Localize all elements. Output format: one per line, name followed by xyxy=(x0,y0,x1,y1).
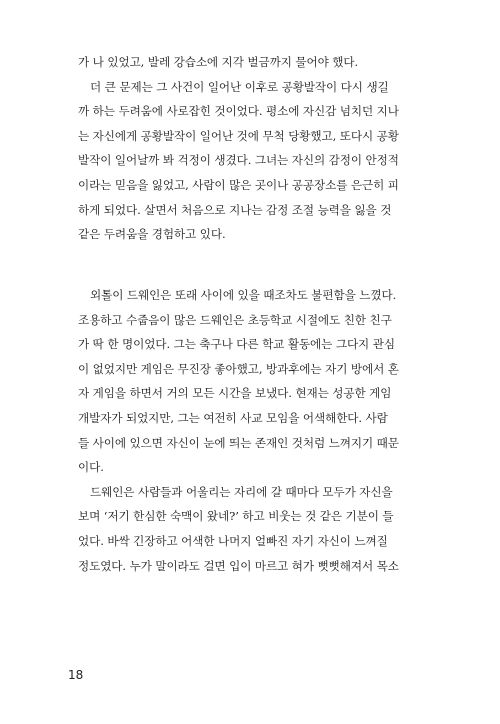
text-line: 개발자가 되었지만, 그는 여전히 사교 모임을 어색해한다. 사람 xyxy=(78,410,388,425)
text-line: 같은 두려움을 경험하고 있다. xyxy=(78,227,226,242)
text-line: 가 나 있었고, 발레 강습소에 지각 벌금까지 물어야 했다. xyxy=(78,55,359,69)
text-line: 었다. 바싹 긴장하고 어색한 나머지 얼빠진 자기 자신이 느껴질 xyxy=(78,533,388,548)
text-line: 이라는 믿음을 잃었고, 사람이 많은 곳이나 공공장소를 은근히 피 xyxy=(78,177,399,192)
text-line: 더 큰 문제는 그 사건이 일어난 이후로 공황발작이 다시 생길 xyxy=(90,79,389,94)
text-line: 가 딱 한 명이었다. 그는 축구나 다른 학교 활동에는 그다지 관심 xyxy=(78,337,395,352)
text-line: 보며 ‘저기 한심한 숙맥이 왔네?’ 하고 비웃는 것 같은 기분이 들 xyxy=(78,509,394,524)
text-line: 하게 되었다. 살면서 처음으로 지나는 감정 조절 능력을 잃을 것 xyxy=(78,202,392,217)
text-line: 조용하고 수줍음이 많은 드웨인은 초등학교 시절에도 친한 친구 xyxy=(78,312,392,327)
text-line: 발작이 일어날까 봐 걱정이 생겼다. 그녀는 자신의 감정이 안정적 xyxy=(78,153,399,168)
text-line: 까 하는 두려움에 사로잡힌 것이었다. 평소에 자신감 넘치던 지나 xyxy=(78,104,399,119)
text-line: 이다. xyxy=(78,460,104,475)
text-line: 이 없었지만 게임은 무진장 좋아했고, 방과후에는 자기 방에서 혼 xyxy=(78,361,399,376)
text-line: 외톨이 드웨인은 또래 사이에 있을 때조차도 불편함을 느꼈다. xyxy=(90,288,397,302)
text-line: 들 사이에 있으면 자신이 눈에 띄는 존재인 것처럼 느껴지기 때문 xyxy=(78,435,399,450)
paragraph-group-dwayne xyxy=(78,283,408,578)
paragraph-group-gina xyxy=(78,50,408,247)
page-number: 18 xyxy=(68,668,84,682)
text-line: 정도였다. 누가 말이라도 걸면 입이 마르고 혀가 뻣뻣해져서 목소 xyxy=(78,558,399,573)
text-line: 는 자신에게 공황발작이 일어난 것에 무척 당황했고, 또다시 공황 xyxy=(78,128,399,143)
text-line: 자 게임을 하면서 거의 모든 시간을 보냈다. 현재는 성공한 게임 xyxy=(78,386,392,401)
text-line: 드웨인은 사람들과 어울리는 자리에 갈 때마다 모두가 자신을 xyxy=(90,484,393,499)
